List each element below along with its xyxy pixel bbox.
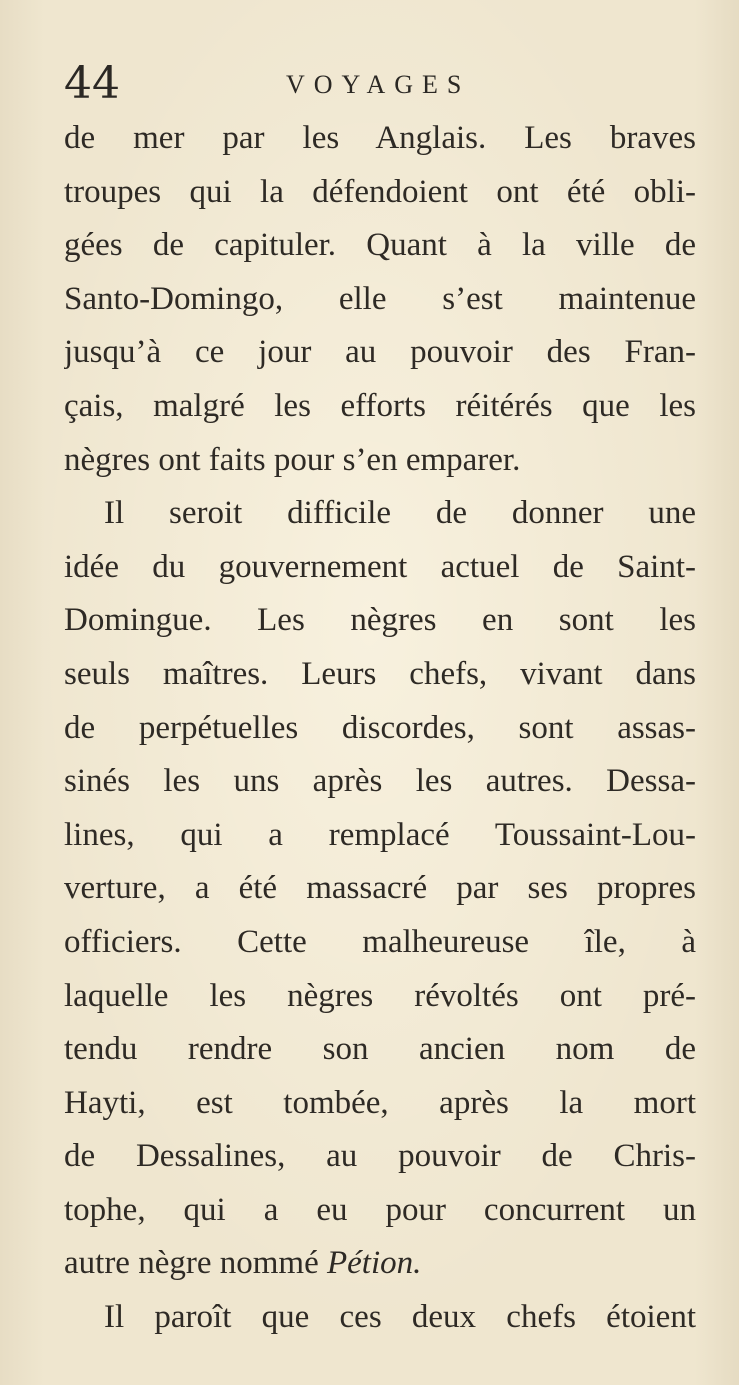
text-line: verture, a été massacré par ses propres [64,870,696,907]
text-line: Il seroit difficile de donner une [104,495,696,532]
text-line: tophe, qui a eu pour concurrent un [64,1191,696,1228]
text-line: lines, qui a remplacé Toussaint-Lou- [64,816,696,853]
text-line: laquelle les nègres révoltés ont pré- [64,977,696,1014]
text-line: de Dessalines, au pouvoir de Chris- [64,1138,696,1175]
text-line: de perpétuelles discordes, sont assas- [64,709,696,746]
text-line: de mer par les Anglais. Les braves [64,120,696,156]
text-line: Il paroît que ces deux chefs étoient [104,1299,696,1336]
page-number: 44 [64,58,120,109]
body-text [64,112,696,1345]
text-line: gées de capituler. Quant à la ville de [64,227,696,264]
text-line: Domingue. Les nègres en sont les [64,602,696,639]
text-line: nègres ont faits pour s’en emparer. [64,441,521,478]
text-line-roman: autre nègre nommé [64,1245,327,1282]
text-line: idée du gouvernement actuel de Saint- [64,548,696,585]
text-line: jusqu’à ce jour au pouvoir des Fran- [64,334,696,371]
page-header [64,56,704,116]
text-line: tendu rendre son ancien nom de [64,1031,696,1068]
text-line: sinés les uns après les autres. Dessa- [64,763,696,800]
text-line [64,1237,696,1291]
text-line: troupes qui la défendoient ont été obli- [64,173,696,210]
text-line: seuls maîtres. Leurs chefs, vivant dans [64,655,696,692]
text-line-italic-name: Pétion. [326,1245,422,1282]
text-line: Hayti, est tombée, après la mort [64,1084,696,1121]
text-line: çais, malgré les efforts réitérés que les [64,387,696,424]
text-line: Santo-Domingo, elle s’est maintenue [64,280,696,317]
running-head: VOYAGES [286,70,471,99]
text-line: officiers. Cette malheureuse île, à [64,923,696,960]
